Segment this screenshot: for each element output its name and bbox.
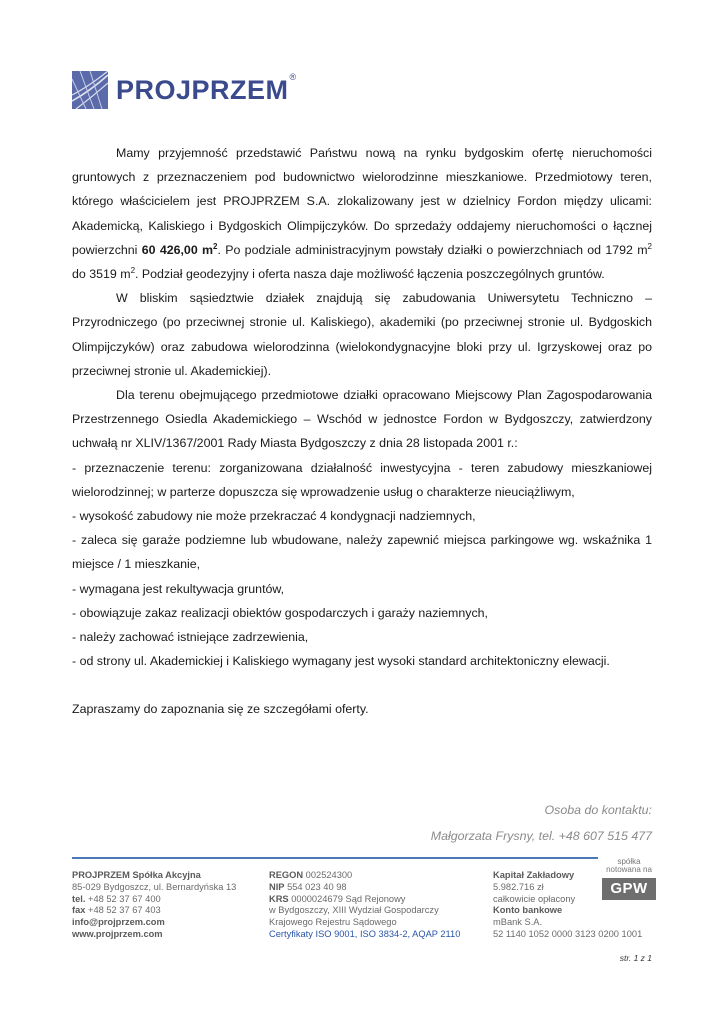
- letter-body: [72, 141, 652, 722]
- list-item: - zaleca się garaże podziemne lub wbudowane, należy zapewnić miejsca parkingowe wg. wskaźnika 1 miejsce / 1 mieszkanie,: [72, 533, 652, 572]
- bank-name: mBank S.A.: [493, 917, 543, 928]
- court-line: w Bydgoszczy, XIII Wydział Gospodarczy: [269, 905, 439, 916]
- contact-person: Małgorzata Frysny, tel. +48 607 515 477: [430, 829, 652, 843]
- list-item: - wysokość zabudowy nie może przekraczać 4 kondygnacji nadziemnych,: [72, 509, 476, 524]
- bank-label: Konto bankowe: [493, 905, 563, 916]
- company-name: PROJPRZEM Spółka Akcyjna: [72, 870, 201, 880]
- paragraph-offer: Mamy przyjemność przedstawić Państwu nową na rynku bydgoskim ofertę nieruchomości gruntowych z przeznaczeniem pod budownictwo wielorodzinne mieszkaniowe. Przedmiotowy teren, którego właścicielem jest PROJPRZEM S.A. zlokalizowany jest w dzielnicy Fordon między ulicami: Akademicką, Kaliskiego i Bydgoskich Olimpijczyków. Do sprzedaży oddajemy nieruchomości o łącznej powierzchni 60 426,00 $m^2$. Po podziale administracyjnym powstały działki o powierzchniach od 1792 $m^2$ do 3519 $m^2$. Podział geodezyjny i oferta nasza daje możliwość łączenia poszczególnych gruntów.: [72, 146, 652, 282]
- bank-account: 52 1140 1052 0000 3123 0200 1001: [493, 928, 643, 939]
- footer-finance-column: [493, 870, 642, 941]
- capital-paid: całkowicie opłacony: [493, 893, 576, 904]
- gpw-label: GPW: [602, 878, 656, 900]
- court-line: Krajowego Rejestru Sądowego: [269, 917, 397, 928]
- page-number: str. 1 z 1: [619, 953, 652, 963]
- company-address: 85-029 Bydgoszcz, ul. Bernardyńska 13: [72, 881, 237, 892]
- logo-wordmark: PROJPRZEM: [116, 75, 289, 105]
- krs-value: 0000024679 Sąd Rejonowy: [288, 893, 406, 904]
- paragraph-neighbourhood: W bliskim sąsiedztwie działek znajdują się zabudowania Uniwersytetu Techniczno – Przyrodniczego (po przeciwnej stronie ul. Kaliskiego), akademiki (po przeciwnej stronie ul. Bydgoskich Olimpijczyków) oraz zabudowa wielorodzinna (wielokondygnacyjne bloki przy ul. Igrzyskowej oraz po przeciwnej stronie ul. Akademickiej).: [72, 291, 652, 378]
- footer-registry-column: REGON 002524300 NIP 554 023 40 98 KRS 0000024679 Sąd Rejonowy w Bydgoszczy, XIII Wydział Gospodarczy Krajowego Rejestru Sądowego Certyfikaty ISO 9001, ISO 3834-2, AQAP 2110: [269, 870, 461, 939]
- paragraph-zoning-plan: Dla terenu obejmującego przedmiotowe działki opracowano Miejscowy Plan Zagospodarowania Przestrzennego Osiedla Akademickiego – Wschód w jednostce Fordon w Bydgoszczy, zatwierdzony uchwałą nr XLIV/1367/2001 Rady Miasta Bydgoszczy z dnia 28 listopada 2001 r.:: [72, 388, 652, 451]
- list-item: - przeznaczenie terenu: zorganizowana działalność inwestycyjna - teren zabudowy mieszkaniowej wielorodzinnej; w parterze dopuszcza się wprowadzenie usług o charakterze nieuciążliwym,: [72, 460, 652, 499]
- contact-label: Osoba do kontaktu:: [544, 803, 652, 817]
- capital-value: 5.982.716 zł: [493, 881, 544, 892]
- nip-value: 554 023 40 98: [284, 881, 347, 892]
- registered-mark: ®: [289, 72, 297, 82]
- footer-divider: [72, 857, 598, 859]
- regon-value: 002524300: [303, 870, 353, 880]
- list-item: - obowiązuje zakaz realizacji obiektów gospodarczych i garaży naziemnych,: [72, 605, 488, 620]
- gpw-caption: spółka notowana na: [606, 857, 652, 874]
- footer-company-column: PROJPRZEM Spółka Akcyjna 85-029 Bydgoszcz, ul. Bernardyńska 13 tel. +48 52 37 67 400 fax +48 52 37 67 403 info@projprzem.com www.projprzem.com: [72, 870, 237, 939]
- website-link[interactable]: www.projprzem.com: [72, 928, 163, 939]
- fax-number: +48 52 37 67 403: [85, 905, 161, 916]
- list-item: - należy zachować istniejące zadrzewienia,: [72, 630, 309, 645]
- phone-number: +48 52 37 67 400: [85, 893, 161, 904]
- closing-line: Zapraszamy do zapoznania się ze szczegółami oferty.: [72, 702, 369, 717]
- company-logo: [72, 70, 296, 110]
- certificates: Certyfikaty ISO 9001, ISO 3834-2, AQAP 2110: [269, 928, 461, 939]
- list-item: - od strony ul. Akademickiej i Kaliskiego wymagany jest wysoki standard architektoniczny elewacji.: [72, 654, 610, 669]
- capital-label: Kapitał Zakładowy: [493, 870, 575, 880]
- email-link[interactable]: info@projprzem.com: [72, 917, 165, 928]
- list-item: - wymagana jest rekultywacja gruntów,: [72, 581, 285, 596]
- projprzem-logo-icon: [72, 71, 108, 109]
